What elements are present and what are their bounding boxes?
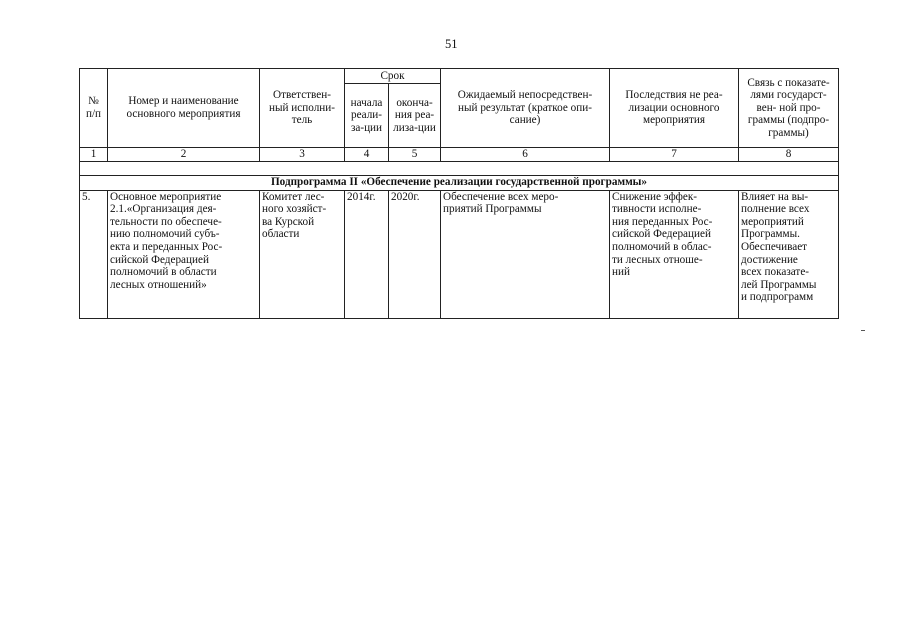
indicator-link: Влияет на вы- полнение всех мероприятий Программы. Обеспечивает достижение всех показате- лей Программы и подпрограмм (739, 190, 839, 318)
row-number: 5. (80, 190, 108, 318)
column-number: 1 (80, 148, 108, 162)
spacer-row (80, 161, 839, 175)
measures-table (79, 68, 839, 319)
header-indicator-link: Связь с показате- лями государст- вен- ной про- граммы (подпро- граммы) (739, 69, 839, 148)
column-number: 2 (108, 148, 260, 162)
header-term: Срок (345, 69, 441, 84)
column-number: 3 (260, 148, 345, 162)
header-consequences: Последствия не реа- лизации основного мероприятия (610, 69, 739, 148)
column-number: 5 (389, 148, 441, 162)
column-number-row (80, 148, 839, 162)
consequences: Снижение эффек- тивности исполне- ния переданных Рос- сийской Федерацией полномочий в облас- ти лесных отноше- ний (610, 190, 739, 318)
header-responsible: Ответствен- ный исполни- тель (260, 69, 345, 148)
column-number: 4 (345, 148, 389, 162)
measure-name: Основное мероприятие 2.1.«Организация дея- тельности по обеспече- нию полномочий субъ- екта и переданных Рос- сийской Федерацией полномочий в области лесных отношений» (108, 190, 260, 318)
column-number: 7 (610, 148, 739, 162)
column-number: 8 (739, 148, 839, 162)
header-expected-result: Ожидаемый непосредствен- ный результат (краткое опи- сание) (441, 69, 610, 148)
end-year: 2020г. (389, 190, 441, 318)
page-number: 51 (445, 37, 458, 51)
header-measure-name: Номер и наименование основного мероприятия (108, 69, 260, 148)
subprogram-title: Подпрограмма II «Обеспечение реализации государственной программы» (80, 175, 839, 190)
start-year: 2014г. (345, 190, 389, 318)
expected-result: Обеспечение всех меро- приятий Программы (441, 190, 610, 318)
responsible-executor: Комитет лес- ного хозяйст- ва Курской области (260, 190, 345, 318)
scan-mark (861, 330, 865, 331)
header-number: № п/п (80, 69, 108, 148)
header-end: оконча- ния реа- лиза-ции (389, 84, 441, 148)
table-row (80, 190, 839, 318)
header-start: начала реали- за-ции (345, 84, 389, 148)
column-number: 6 (441, 148, 610, 162)
